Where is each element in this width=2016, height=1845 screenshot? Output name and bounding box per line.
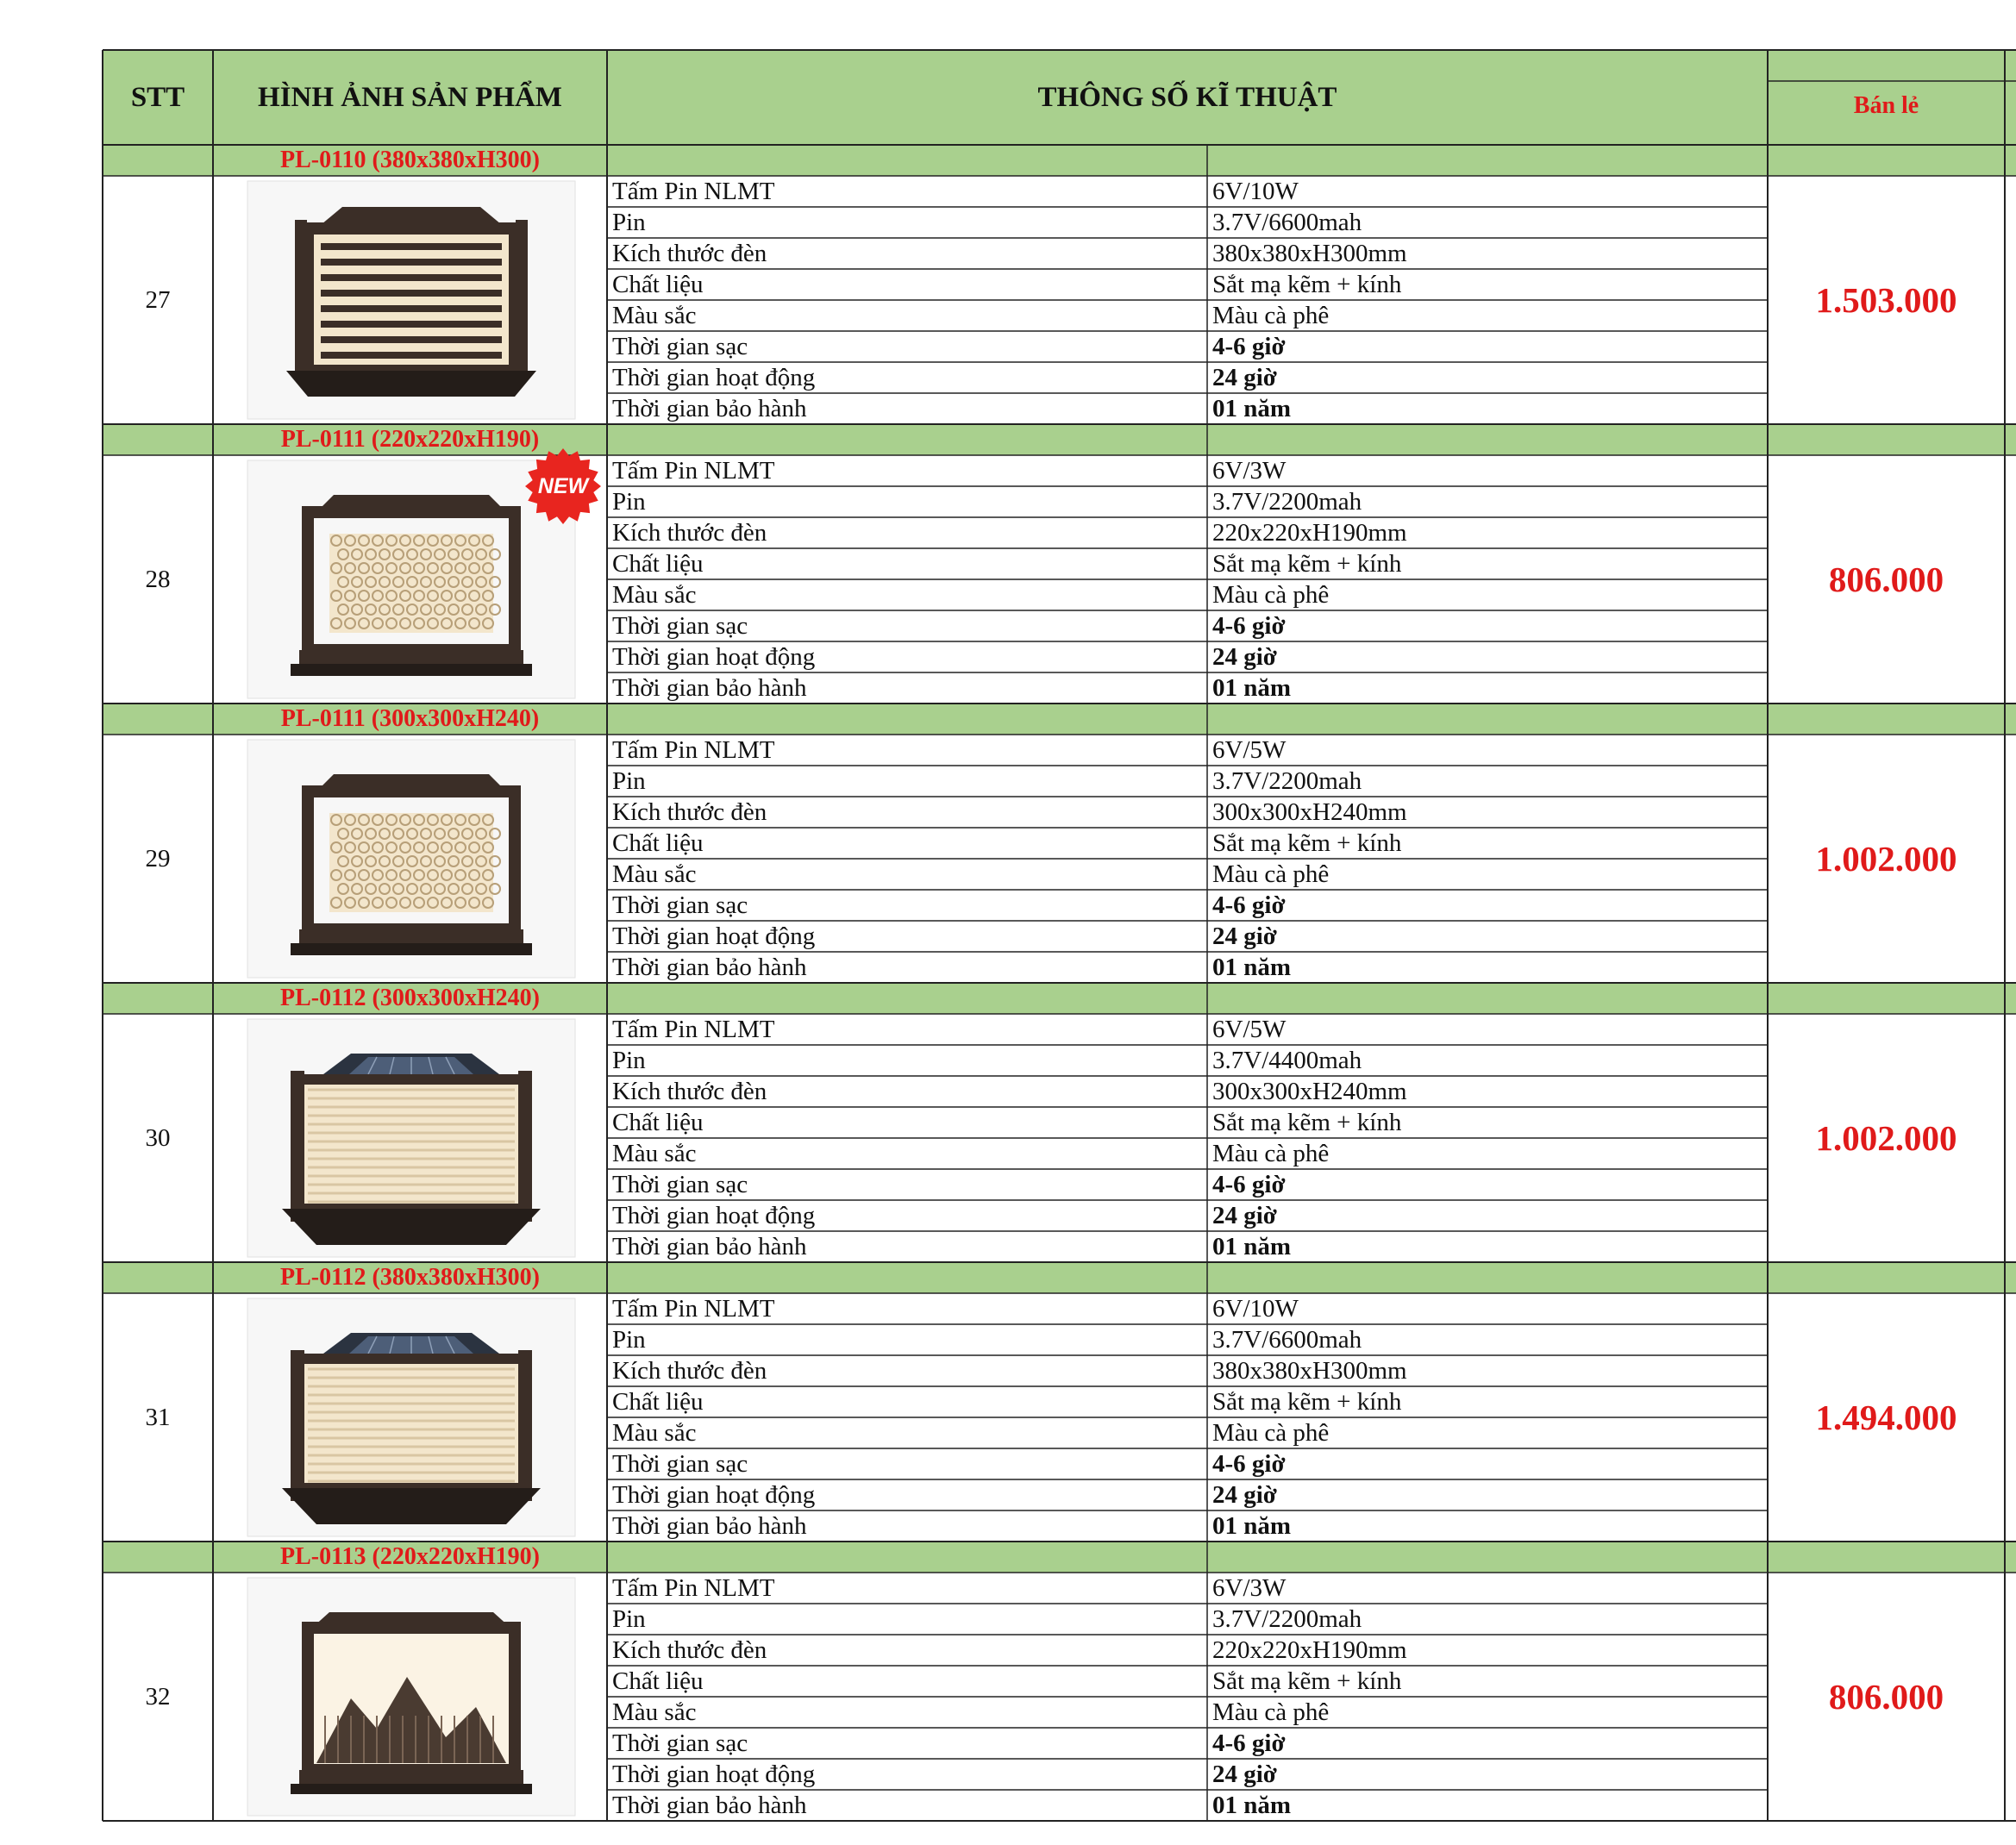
spec-value: 01 năm <box>1212 1791 1292 1819</box>
spec-value: 3.7V/2200mah <box>1212 1604 1362 1633</box>
new-badge <box>523 447 603 526</box>
product-stt: 30 <box>145 1123 171 1152</box>
spec-value: Màu cà phê <box>1212 580 1330 609</box>
spec-value: 4-6 giờ <box>1212 1729 1286 1757</box>
spec-value: 6V/10W <box>1212 1294 1299 1323</box>
spec-value: 01 năm <box>1212 394 1292 422</box>
spec-value: 3.7V/6600mah <box>1212 208 1362 236</box>
spec-value: 24 giờ <box>1212 1201 1277 1229</box>
lamp-solar-panel-icon <box>247 1298 575 1536</box>
spec-label: Màu sắc <box>612 301 697 329</box>
spec-label: Thời gian sạc <box>612 1449 748 1478</box>
spec-label: Màu sắc <box>612 860 697 888</box>
spec-label: Thời gian hoạt động <box>612 363 816 391</box>
spec-value: 4-6 giờ <box>1212 891 1286 919</box>
spec-value: 3.7V/6600mah <box>1212 1325 1362 1354</box>
product-retail-price: 1.503.000 <box>1815 280 1957 320</box>
spec-label: Tấm Pin NLMT <box>612 1573 775 1602</box>
product-retail-price: 1.002.000 <box>1815 1118 1957 1158</box>
spec-label: Pin <box>612 1046 646 1074</box>
spec-value: Sắt mạ kẽm + kính <box>1212 1387 1402 1416</box>
product-stt: 28 <box>145 565 171 593</box>
spec-value: 01 năm <box>1212 1232 1292 1260</box>
spec-value: 220x220xH190mm <box>1212 518 1407 547</box>
header-product-image: HÌNH ẢNH SẢN PHẨM <box>258 81 562 113</box>
spec-label: Thời gian sạc <box>612 332 748 360</box>
spec-label: Kích thước đèn <box>612 518 767 547</box>
spec-label: Thời gian sạc <box>612 891 748 919</box>
spec-label: Thời gian hoạt động <box>612 1760 816 1788</box>
spec-label: Chất liệu <box>612 1108 704 1136</box>
product-code: PL-0110 (380x380xH300) <box>280 147 540 173</box>
spec-label: Màu sắc <box>612 580 697 609</box>
lamp-solar-panel-icon <box>247 1019 575 1257</box>
product-retail-price: 1.002.000 <box>1815 839 1957 879</box>
spec-label: Màu sắc <box>612 1418 697 1447</box>
spec-label: Thời gian bảo hành <box>612 673 807 702</box>
header-specifications: THÔNG SỐ KĨ THUẬT <box>1037 81 1337 113</box>
spec-label: Tấm Pin NLMT <box>612 1294 775 1323</box>
spec-value: Màu cà phê <box>1212 1698 1330 1726</box>
spec-value: Màu cà phê <box>1212 860 1330 888</box>
spec-value: 6V/10W <box>1212 177 1299 205</box>
lamp-honeycomb-icon <box>247 740 575 978</box>
spec-label: Chất liệu <box>612 549 704 578</box>
spec-value: 380x380xH300mm <box>1212 239 1407 267</box>
spec-value: 01 năm <box>1212 673 1292 702</box>
spec-value: 6V/5W <box>1212 735 1287 764</box>
spec-label: Pin <box>612 766 646 795</box>
spec-value: 3.7V/4400mah <box>1212 1046 1362 1074</box>
spec-label: Tấm Pin NLMT <box>612 735 775 764</box>
spec-value: 01 năm <box>1212 953 1292 981</box>
spec-label: Pin <box>612 208 646 236</box>
spec-label: Chất liệu <box>612 270 704 298</box>
spec-label: Chất liệu <box>612 1667 704 1695</box>
product-stt: 29 <box>145 844 171 872</box>
spec-value: Sắt mạ kẽm + kính <box>1212 549 1402 578</box>
spec-label: Chất liệu <box>612 1387 704 1416</box>
spec-label: Màu sắc <box>612 1698 697 1726</box>
spec-label: Kích thước đèn <box>612 239 767 267</box>
spec-value: 300x300xH240mm <box>1212 1077 1407 1105</box>
product-code: PL-0112 (380x380xH300) <box>280 1264 540 1291</box>
product-stt: 31 <box>145 1403 171 1431</box>
spec-value: Màu cà phê <box>1212 1139 1330 1167</box>
spec-value: 6V/3W <box>1212 456 1287 485</box>
spec-value: 01 năm <box>1212 1511 1292 1540</box>
spec-value: 220x220xH190mm <box>1212 1635 1407 1664</box>
spec-value: Màu cà phê <box>1212 1418 1330 1447</box>
spec-label: Pin <box>612 1325 646 1354</box>
spec-label: Thời gian hoạt động <box>612 1201 816 1229</box>
product-retail-price: 1.494.000 <box>1815 1398 1957 1437</box>
lamp-striped-icon <box>247 181 575 419</box>
spec-value: 300x300xH240mm <box>1212 797 1407 826</box>
spec-label: Thời gian bảo hành <box>612 1511 807 1540</box>
spec-label: Thời gian bảo hành <box>612 394 807 422</box>
spec-value: 4-6 giờ <box>1212 1449 1286 1478</box>
header-retail-price: Bán lẻ <box>1853 92 1919 119</box>
spec-value: Sắt mạ kẽm + kính <box>1212 1108 1402 1136</box>
spec-label: Thời gian bảo hành <box>612 1232 807 1260</box>
spec-label: Kích thước đèn <box>612 1635 767 1664</box>
spec-label: Tấm Pin NLMT <box>612 1015 775 1043</box>
spec-label: Tấm Pin NLMT <box>612 456 775 485</box>
spec-value: 4-6 giờ <box>1212 611 1286 640</box>
spec-value: 24 giờ <box>1212 1760 1277 1788</box>
product-stt: 32 <box>145 1682 171 1711</box>
spec-value: 6V/3W <box>1212 1573 1287 1602</box>
spec-value: Màu cà phê <box>1212 301 1330 329</box>
spec-value: Sắt mạ kẽm + kính <box>1212 270 1402 298</box>
spec-value: Sắt mạ kẽm + kính <box>1212 1667 1402 1695</box>
spec-label: Kích thước đèn <box>612 797 767 826</box>
spec-label: Kích thước đèn <box>612 1356 767 1385</box>
spec-label: Tấm Pin NLMT <box>612 177 775 205</box>
spec-label: Thời gian sạc <box>612 1729 748 1757</box>
product-retail-price: 806.000 <box>1828 560 1944 599</box>
product-code: PL-0111 (300x300xH240) <box>280 705 540 732</box>
spec-value: 4-6 giờ <box>1212 332 1286 360</box>
spec-value: 24 giờ <box>1212 1480 1277 1509</box>
spec-value: 24 giờ <box>1212 922 1277 950</box>
product-stt: 27 <box>145 285 171 314</box>
product-code: PL-0113 (220x220xH190) <box>280 1543 540 1570</box>
spec-label: Chất liệu <box>612 829 704 857</box>
spec-value: 4-6 giờ <box>1212 1170 1286 1198</box>
product-retail-price: 806.000 <box>1828 1677 1944 1717</box>
new-badge-label: NEW <box>537 473 589 498</box>
spec-label: Kích thước đèn <box>612 1077 767 1105</box>
spec-value: 380x380xH300mm <box>1212 1356 1407 1385</box>
spec-label: Pin <box>612 487 646 516</box>
price-table <box>103 50 2016 1822</box>
product-code: PL-0112 (300x300xH240) <box>280 985 540 1011</box>
spec-label: Thời gian sạc <box>612 611 748 640</box>
spec-label: Thời gian hoạt động <box>612 922 816 950</box>
lamp-mountain-icon <box>247 1578 575 1816</box>
spec-label: Thời gian bảo hành <box>612 1791 807 1819</box>
spec-label: Thời gian hoạt động <box>612 642 816 671</box>
spec-value: 3.7V/2200mah <box>1212 766 1362 795</box>
spec-label: Thời gian sạc <box>612 1170 748 1198</box>
spec-value: 24 giờ <box>1212 642 1277 671</box>
spec-label: Thời gian hoạt động <box>612 1480 816 1509</box>
spec-value: Sắt mạ kẽm + kính <box>1212 829 1402 857</box>
spec-value: 6V/5W <box>1212 1015 1287 1043</box>
spec-label: Pin <box>612 1604 646 1633</box>
spec-label: Thời gian bảo hành <box>612 953 807 981</box>
header-stt: STT <box>130 81 185 113</box>
spec-label: Màu sắc <box>612 1139 697 1167</box>
spec-value: 3.7V/2200mah <box>1212 487 1362 516</box>
product-code: PL-0111 (220x220xH190) <box>280 426 540 453</box>
spec-value: 24 giờ <box>1212 363 1277 391</box>
